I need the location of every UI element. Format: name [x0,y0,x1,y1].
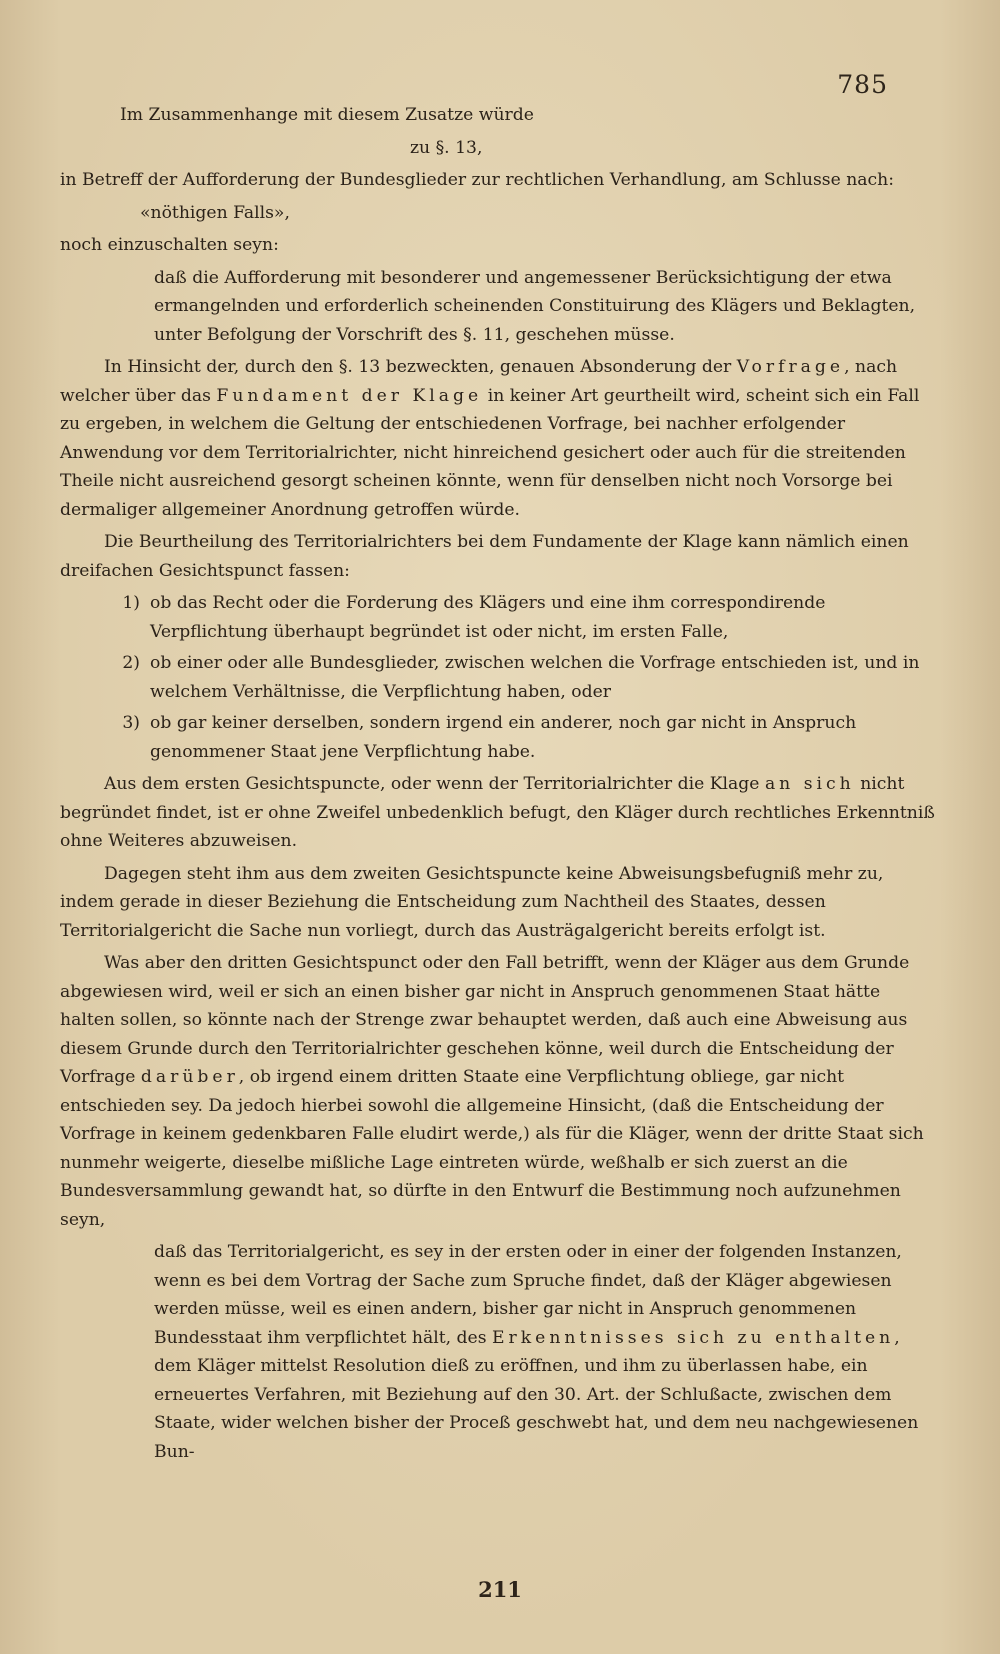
paragraph-erster-gesichtspunct [60,770,940,856]
text-run: , dem Kläger mittelst Resolution dieß zu eröffnen, und ihm zu überlassen habe, ein erneuertes Verfahren, mit Beziehung auf den 30. Art. der Schlußacte, zwischen dem Staate, wider welchen bisher der Proceß geschwebt hat, und dem neu nachgewiesenen Bun- [154,1327,919,1462]
list-number: 1) [122,593,140,613]
spaced-term: Vorfrage [736,357,845,377]
paragraph-intro: Im Zusammenhange mit diesem Zusatze würde [120,105,534,125]
text-run: in keiner Art geurtheilt wird, scheint sich ein Fall zu ergeben, in welchem die Geltung der entschiedenen Vorfrage, bei nachher erfolgender Anwendung vor dem Territorialrichter, nicht hinreichend gesichert oder auch für die streitenden Theile nicht ausreichend gesorgt scheinen könnte, wenn für denselben nicht noch Vorsorge bei dermaliger allgemeiner Anordnung getroffen würde. [60,385,920,520]
text-run: nicht begründet findet, ist er ohne Zweifel unbedenklich befugt, den Kläger durch rechtliches Erkenntniß ohne Weiteres abzuweisen. [60,774,935,851]
list-text: ob einer oder alle Bundesglieder, zwischen welchen die Vorfrage entschieden ist, und in welchem Verhältnisse, die Verpflichtung haben, oder [150,653,920,702]
list-text: ob gar keiner derselben, sondern irgend ein anderer, noch gar nicht in Anspruch genommener Staat jene Verpflichtung habe. [150,713,857,762]
proposed-clause [60,1238,940,1466]
list-item [60,649,940,706]
text-run: Aus dem ersten Gesichtspuncte, oder wenn der Territorialrichter die Klage [104,774,765,794]
text-run: In Hinsicht der, durch den §. 13 bezweckten, genauen Absonderung der [104,357,737,377]
paragraph-vorfrage [60,353,940,524]
body-text [60,101,940,1470]
list-number: 2) [122,653,140,673]
list-item [60,709,940,766]
text-run: , ob irgend einem dritten Staate eine Verpflichtung obliege, gar nicht entschieden sey. Da jedoch hierbei sowohl die allgemeine Hinsicht, (daß die Entscheidung der Vorfrage in keinem gedenkbaren Falle eludirt werde,) als für die Kläger, wenn der dritte Staat sich nunmehr weigerte, dieselbe mißliche Lage eintreten würde, weßhalb er sich zuerst an die Bundesversammlung gewandt hat, so dürfte in den Entwurf die Bestimmung noch aufzunehmen seyn, [60,1067,924,1230]
paragraph-beurtheilung: Die Beurtheilung des Territorialrichters bei dem Fundamente der Klage kann nämlich einen dreifachen Gesichtspunct fassen: [60,532,909,581]
inserted-clause: daß die Aufforderung mit besonderer und angemessener Berücksichtigung der etwa ermangelnden und erforderlich scheinenden Constituirung des Klägers und Beklagten, unter Befolgung der Vorschrift des §. 11, geschehen müsse. [154,267,916,345]
page-number: 785 [837,70,888,99]
list-number: 3) [122,713,140,733]
text-run: daß das Territorialgericht, es sey in der ersten oder in einer der folgenden Instanzen, wenn es bei dem Vortrag der Sache zum Spruche findet, daß der Kläger abgewiesen werden müsse, weil es einen andern, bisher gar nicht in Anspruch genommenen Bundesstaat ihm verpflichtet hält, des [154,1242,902,1348]
list-item [60,589,940,646]
spaced-term: darüber [140,1067,239,1087]
list-text: ob das Recht oder die Forderung des Klägers und eine ihm correspondirende Verpflichtung überhaupt begründet ist oder nicht, im ersten Falle, [150,593,826,642]
spaced-term: Fundament der Klage [216,385,483,406]
quoted-phrase: «nöthigen Falls», [140,202,290,223]
signature-mark: 211 [478,1577,522,1602]
paragraph-zweiter-gesichtspunct: Dagegen steht ihm aus dem zweiten Gesichtspuncte keine Abweisungsbefugniß mehr zu, indem gerade in dieser Beziehung die Entscheidung zum Nachtheil des Staates, dessen Territorialgericht die Sache nun vorliegt, durch das Austrägalgericht bereits erfolgt ist. [60,863,884,941]
spaced-term: an sich [764,774,855,794]
spaced-term: Erkenntnisses sich zu enthalten [492,1327,895,1348]
paragraph-dritter-gesichtspunct [60,949,940,1234]
paragraph-insert: noch einzuschalten seyn: [60,235,279,255]
section-reference: zu §. 13, [410,137,483,158]
text-run: Was aber den dritten Gesichtspunct oder den Fall betrifft, wenn der Kläger aus dem Grunde abgewiesen wird, weil er sich an einen bisher gar nicht in Anspruch genommenen Staat hätte halten sollen, so könnte nach der Strenge zwar behauptet werden, daß auch eine Abweisung aus diesem Grunde durch den Territorialrichter geschehen könne, weil durch die Entscheidung der Vorfrage [60,953,910,1087]
numbered-list [60,589,940,766]
paragraph-betreff: in Betreff der Aufforderung der Bundesglieder zur rechtlichen Verhandlung, am Schlusse nach: [60,170,895,190]
text-run: , nach welcher über das [60,357,898,406]
